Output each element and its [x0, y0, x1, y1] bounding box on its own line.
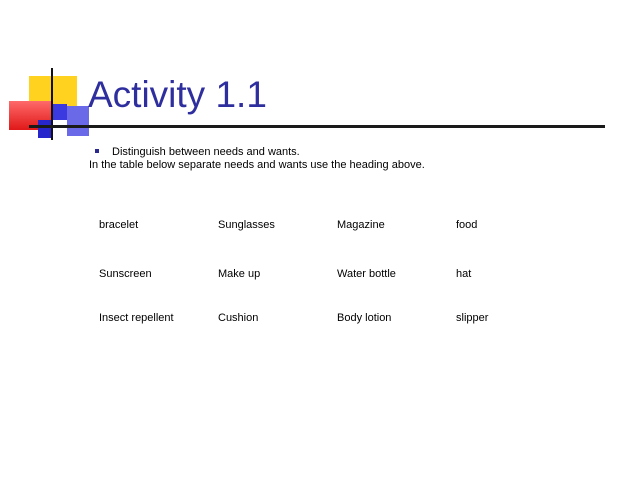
table-cell: Water bottle — [337, 268, 396, 280]
table-cell: Sunscreen — [99, 268, 152, 280]
decor-vertical-line — [51, 68, 53, 140]
table-cell: Insect repellent — [99, 312, 174, 324]
table-cell: hat — [456, 268, 472, 280]
square-bullet-icon — [95, 149, 99, 153]
bullet-text: Distinguish between needs and wants. — [112, 146, 300, 158]
table-cell: bracelet — [99, 219, 139, 231]
table-cell: Body lotion — [337, 312, 392, 324]
slide-title: Activity 1.1 — [88, 74, 267, 115]
table-cell: Sunglasses — [218, 219, 275, 231]
table-cell: food — [456, 219, 478, 231]
decor-blue-square-top — [53, 104, 67, 120]
table-cell: slipper — [456, 312, 489, 324]
instruction-text: In the table below separate needs and wants use the heading above. — [89, 159, 425, 171]
decor-blue-square-right — [67, 106, 89, 136]
table-cell: Make up — [218, 268, 261, 280]
table-cell: Magazine — [337, 219, 385, 231]
table-cell: Cushion — [218, 312, 259, 324]
bullet-item — [95, 146, 300, 158]
title-divider-line — [29, 125, 605, 128]
